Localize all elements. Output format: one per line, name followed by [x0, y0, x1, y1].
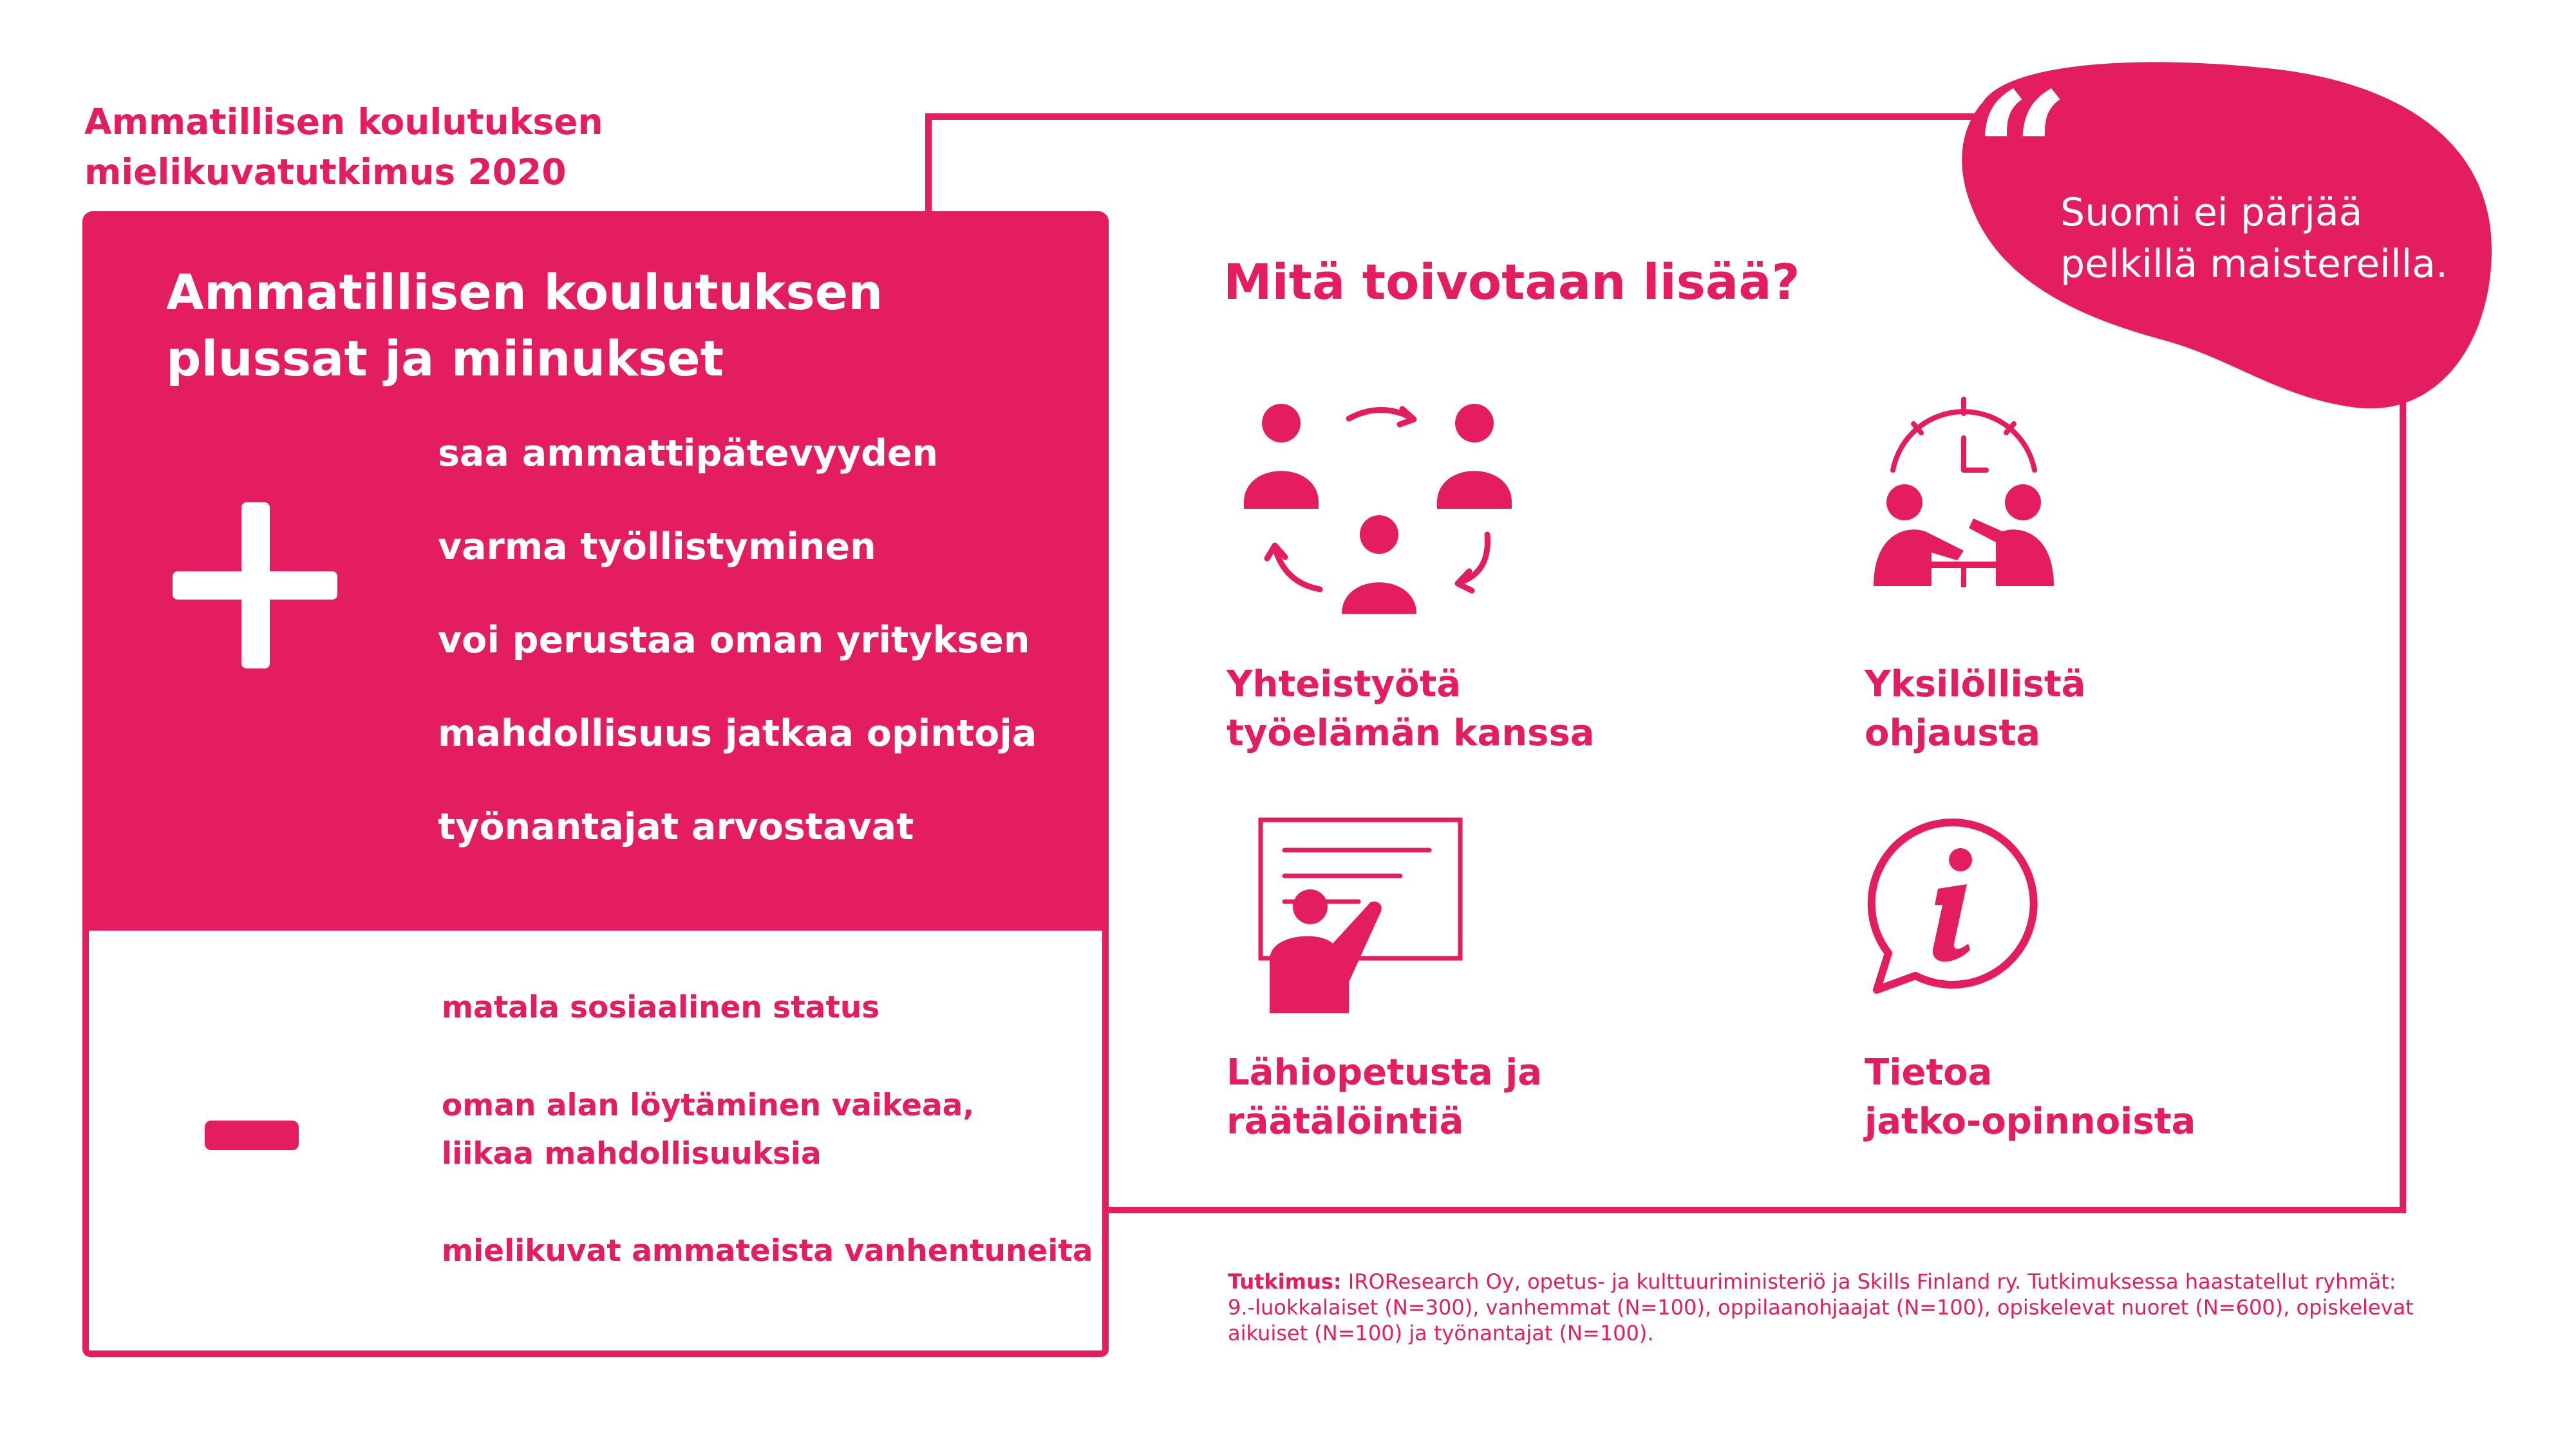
footnote-label: Tutkimus: — [1228, 1269, 1342, 1294]
list-item: saa ammattipätevyyden — [438, 432, 939, 475]
wish-label — [1865, 660, 2085, 758]
list-item: mahdollisuus jatkaa opintoja — [438, 712, 1037, 755]
wish-label-line1: Yksilöllistä — [1865, 663, 2086, 705]
wish-label-line2: työelämän kanssa — [1227, 712, 1595, 754]
cons-item-line2: liikaa mahdollisuuksia — [442, 1136, 822, 1171]
list-item: varma työllistyminen — [438, 526, 876, 568]
plus-icon-horizontal — [173, 571, 337, 600]
wish-label-line1: Tietoa — [1865, 1052, 1993, 1094]
wishes-title: Mitä toivotaan lisää? — [1223, 253, 1800, 310]
list-item: voi perustaa oman yrityksen — [438, 619, 1030, 661]
cons-item-line1: oman alan löytäminen vaikeaa, — [442, 1088, 975, 1123]
cons-list — [442, 983, 1093, 1275]
footnote-text: IROResearch Oy, opetus- ja kulttuuriministeriö ja Skills Finland ry. Tutkimuksessa haastatellut ryhmät: 9.-luokkalaiset (N=300), vanhemmat (N=100), oppilaanohjaajat (N=100), opiskelevat nuoret (N=600), opiskelevat aikuiset (N=100) ja työnantajat (N=100). — [1228, 1269, 2414, 1345]
wish-label-line2: ohjausta — [1865, 712, 2041, 754]
meeting-clock-icon — [1867, 393, 2060, 599]
panel-title — [166, 259, 883, 392]
people-cycle-icon — [1236, 396, 1519, 615]
quote-line2: pelkillä maistereilla. — [2060, 242, 2448, 287]
list-item — [442, 1081, 1093, 1227]
list-item: työnantajat arvostavat — [438, 806, 914, 848]
footnote — [1228, 1269, 2419, 1346]
quote-mark-icon: “ — [1973, 56, 2070, 252]
info-bubble-icon — [1864, 815, 2044, 995]
panel-title-line1: Ammatillisen koulutuksen — [166, 263, 883, 321]
wish-label — [1865, 1048, 2195, 1146]
teacher-board-icon — [1255, 815, 1468, 1014]
quote-text — [2060, 187, 2448, 290]
cons-item-line1: matala sosiaalinen status — [442, 990, 880, 1025]
header-title-line2: mielikuvatutkimus 2020 — [84, 151, 567, 193]
list-item — [442, 1227, 1093, 1275]
minus-icon — [205, 1121, 299, 1150]
wish-label-line2: jatko-opinnoista — [1865, 1101, 2196, 1142]
wish-label — [1227, 1048, 1542, 1146]
header-title — [84, 97, 603, 197]
wish-label — [1227, 660, 1595, 758]
wish-label-line2: räätälöintiä — [1227, 1101, 1464, 1142]
wish-label-line1: Lähiopetusta ja — [1227, 1052, 1543, 1094]
header-title-line1: Ammatillisen koulutuksen — [84, 101, 603, 142]
list-item — [442, 983, 1093, 1081]
cons-item-line1: mielikuvat ammateista vanhentuneita — [442, 1233, 1093, 1269]
wish-label-line1: Yhteistyötä — [1227, 663, 1461, 705]
panel-title-line2: plussat ja miinukset — [166, 330, 724, 387]
quote-line1: Suomi ei pärjää — [2060, 190, 2363, 235]
pros-list — [438, 430, 1037, 896]
